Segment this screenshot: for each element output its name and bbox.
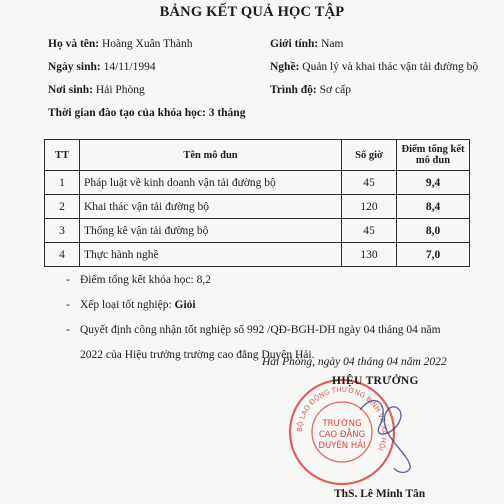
header-hours: Số giờ xyxy=(342,140,397,171)
grade-value: Giỏi xyxy=(174,299,196,311)
seal-line-2: CAO ĐẲNG xyxy=(318,430,366,440)
gender-label: Giới tính: xyxy=(270,38,319,50)
student-name: Hoàng Xuân Thành xyxy=(101,38,193,50)
document-title: BẢNG KẾT QUẢ HỌC TẬP xyxy=(159,4,345,20)
module-hours: 45 xyxy=(342,171,397,195)
table-row xyxy=(45,195,470,219)
student-profession: Quản lý và khai thác vận tải đường bộ xyxy=(302,61,479,73)
decision-item xyxy=(66,318,441,343)
module-name: Khai thác vận tải đường bộ xyxy=(80,195,342,219)
module-name: Thống kê vận tải đường bộ xyxy=(80,219,342,243)
header-module-score: Điểm tổng kết mô đun xyxy=(397,140,470,171)
dob-label: Ngày sinh: xyxy=(48,61,101,73)
row-number: 2 xyxy=(45,195,80,219)
dob-row xyxy=(48,61,156,73)
grade-label: Xếp loại tốt nghiệp: xyxy=(80,299,172,311)
final-score-item xyxy=(66,268,441,293)
name-label: Họ và tên: xyxy=(48,38,100,50)
principal-title: HIỆU TRƯỞNG xyxy=(332,375,419,387)
row-number: 4 xyxy=(45,243,80,267)
module-hours: 130 xyxy=(342,243,397,267)
student-level: Sơ cấp xyxy=(319,84,351,96)
student-gender: Nam xyxy=(321,38,344,50)
module-score: 8,4 xyxy=(397,195,470,219)
gender-row xyxy=(270,38,343,50)
student-birthplace: Hải Phòng xyxy=(95,84,145,96)
place-date-line: Hải Phòng, ngày 04 tháng 04 năm 2022 xyxy=(262,356,447,368)
seal-ring-text: BỘ LAO ĐỘNG THƯƠNG BINH VÀ XÃ HỘI xyxy=(295,385,389,452)
level-row xyxy=(270,84,351,96)
table-header-row xyxy=(45,140,470,171)
final-score-value: 8,2 xyxy=(196,274,211,286)
decision-text-line1: Quyết định công nhận tốt nghiệp số 992 /QĐ-BGH-DH ngày 04 tháng 04 năm xyxy=(80,324,441,336)
module-name: Pháp luật về kinh doanh vận tải đường bộ xyxy=(80,171,342,195)
seal-line-3: DUYÊN HẢI xyxy=(318,441,366,451)
module-name: Thực hành nghề xyxy=(80,243,342,267)
row-number: 3 xyxy=(45,219,80,243)
module-score: 7,0 xyxy=(397,243,470,267)
principal-name: ThS. Lê Minh Tân xyxy=(334,488,426,500)
table-row xyxy=(45,243,470,267)
birthplace-label: Nơi sinh: xyxy=(48,84,94,96)
module-hours: 45 xyxy=(342,219,397,243)
table-row xyxy=(45,171,470,195)
grade-item xyxy=(66,293,441,318)
module-hours: 120 xyxy=(342,195,397,219)
bullet-dash-icon: - xyxy=(66,274,70,286)
header-tt: TT xyxy=(45,140,80,171)
level-label: Trình độ: xyxy=(270,84,317,96)
header-module-name: Tên mô đun xyxy=(80,140,342,171)
module-score: 8,0 xyxy=(397,219,470,243)
bullet-dash-icon: - xyxy=(66,324,70,336)
duration-row xyxy=(48,107,245,119)
bullet-dash-icon: - xyxy=(66,299,70,311)
results-list xyxy=(66,268,441,368)
decision-text-line2: 2022 của Hiệu trưởng trường cao đẳng Duyên Hải. xyxy=(80,349,315,361)
profession-row xyxy=(270,61,478,73)
module-score: 9,4 xyxy=(397,171,470,195)
course-duration: 3 tháng xyxy=(208,107,246,119)
birthplace-row xyxy=(48,84,145,96)
duration-label: Thời gian đào tạo của khóa học: xyxy=(48,107,206,119)
name-row xyxy=(48,38,192,50)
row-number: 1 xyxy=(45,171,80,195)
final-score-label: Điểm tổng kết khóa học: xyxy=(80,274,194,286)
table-row xyxy=(45,219,470,243)
grades-table xyxy=(44,139,470,267)
signature-scribble-icon xyxy=(350,380,430,480)
seal-line-1: TRƯỜNG xyxy=(322,419,362,429)
profession-label: Nghề: xyxy=(270,61,300,73)
student-dob: 14/11/1994 xyxy=(103,61,156,73)
